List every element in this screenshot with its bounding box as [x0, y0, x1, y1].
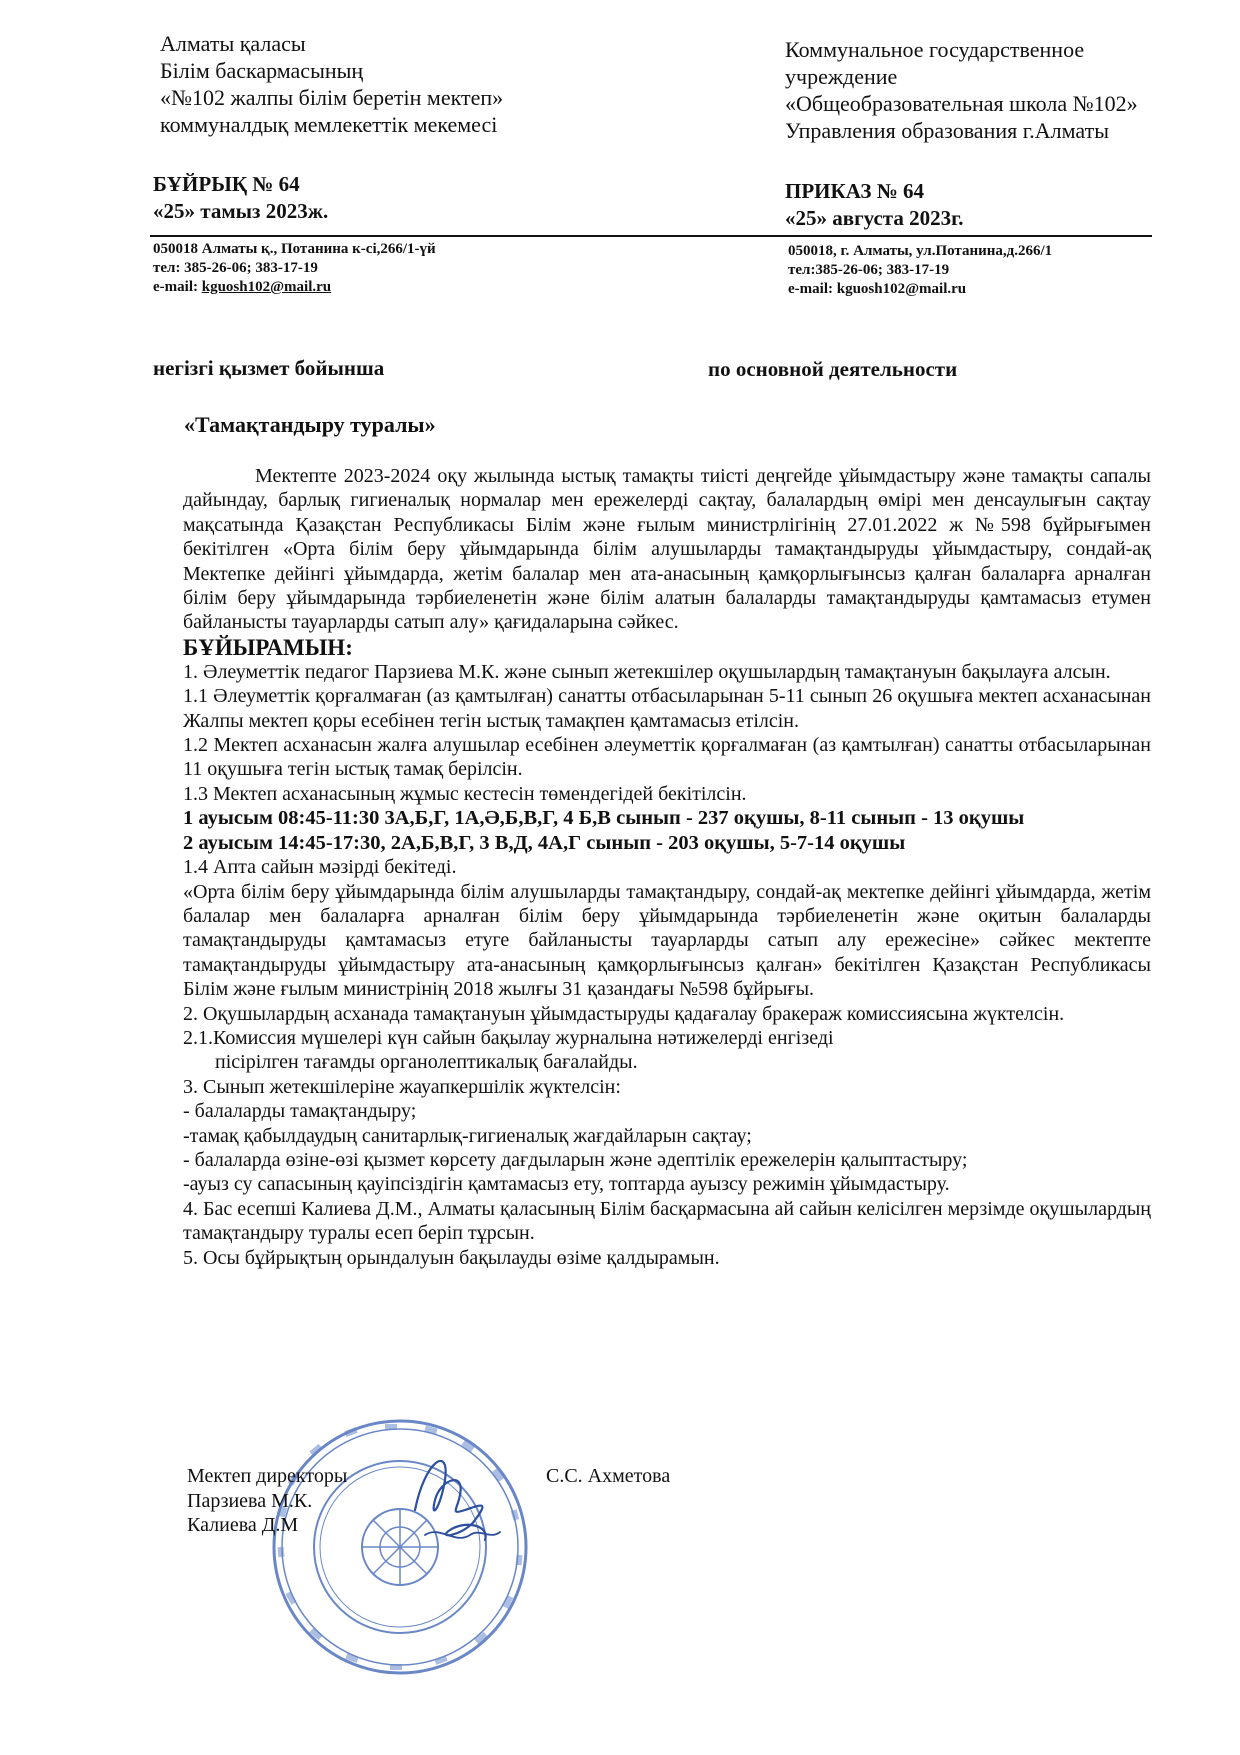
order-date-ru: «25» августа 2023г. [785, 206, 964, 230]
clause-1: 1. Әлеуметтік педагог Парзиева М.К. және сынып жетекшілер оқушылардың тамақтануын бақылауға алсын. [183, 660, 1111, 683]
bullet-2: -тамақ қабылдаудың санитарлық-гигиеналық жағдайларын сақтау; [183, 1124, 752, 1147]
header-divider [150, 235, 1152, 237]
clause-1-1: 1.1 Әлеуметтік қорғалмаған (аз қамтылған) санатты отбасыларынан 5-11 сынып 26 оқушыға мектеп асханасынан Жалпы мектеп қоры есебінен тегін ыстық тамақпен қамтамасыз етілсін. [183, 685, 1151, 732]
bullet-1: - балаларды тамақтандыру; [183, 1100, 417, 1123]
header-right-line: Коммунальное государственное [785, 37, 1085, 62]
director-signature [395, 1440, 515, 1560]
phone-kz: тел: 385-26-06; 383-17-19 [153, 260, 318, 276]
document-body [183, 464, 1151, 1270]
signature-block [187, 1464, 347, 1538]
header-left [160, 30, 503, 138]
email-link-kz[interactable]: kguosh102@mail.ru [201, 279, 332, 295]
header-right-line: Управления образования г.Алматы [785, 118, 1110, 143]
order-title-ru: ПРИКАЗ № 64 [785, 179, 925, 203]
header-right [785, 36, 1138, 144]
order-block-ru [785, 178, 964, 232]
email-label: e-mail: [153, 279, 202, 295]
bullet-3: - балаларда өзіне-өзі қызмет көрсету дағдыларын және әдептілік ережелерін қалыптастыру; [183, 1148, 968, 1171]
subheader-kz: негізгі қызмет бойынша [153, 356, 385, 380]
clause-2: 2. Оқушылардың асханада тамақтануын ұйымдастыруды қадағалау бракераж комиссиясына жүктелсін. [183, 1002, 1065, 1025]
order-block-kz [153, 171, 328, 225]
shift-2-schedule: 2 ауысым 14:45-17:30, 2А,Б,В,Г, 3 В,Д, 4А,Г сынып - 203 оқушы, 5-7-14 оқушы [183, 831, 906, 854]
intro-paragraph: Мектепте 2023-2024 оқу жылында ыстық тамақты тиісті деңгейде ұйымдастыру және тамақты сапалы дайындау, барлық гигиеналық нормалар мен ережелерді сақтау, балалардың өмірі мен денсаулығын сақтау мақсатында Қазақстан Республикасы Білім және ғылым министрлігінің 27.01.2022 ж №598 бұйрығымен бекітілген «Орта білім беру ұйымдарында білім алушыларды тамақтандыруды ұйымдастыру, сондай-ақ Мектепке дейінгі ұйымдарда, жетім балалар мен ата-анасының қамқорлығынсыз қалған балаларға арналған білім беру ұйымдарында тәрбиеленетін және білім алатын балаларды тамақтандыруды қамтамасыз етумен байланысты тауарларды сатып алу» қағидаларына сәйкес. [183, 465, 1151, 634]
contact-block-kz [153, 240, 436, 297]
clause-1-3: 1.3 Мектеп асханасының жұмыс кестесін төмендегідей бекітілсін. [183, 782, 747, 805]
clause-3: 3. Сынып жетекшілеріне жауапкершілік жүктелсін: [183, 1075, 621, 1098]
clause-4: 4. Бас есепші Калиева Д.М., Алматы қаласының Білім басқармасына ай сайын келісілген мерзімде оқушылардың тамақтандыру туралы есеп беріп тұрсын. [183, 1197, 1151, 1245]
order-word: БҰЙЫРАМЫН: [183, 634, 353, 660]
clause-5: 5. Осы бұйрықтың орындалуын бақылауды өзіме қалдырамын. [183, 1246, 720, 1269]
document-title: «Тамақтандыру туралы» [184, 412, 436, 437]
order-date-kz: «25» тамыз 2023ж. [153, 199, 329, 223]
header-left-line: коммуналдық мемлекеттік мекемесі [160, 112, 498, 137]
agreed-name-1: Парзиева М.К. [187, 1489, 313, 1512]
header-left-line: «№102 жалпы білім беретін мектеп» [160, 85, 504, 110]
address-kz: 050018 Алматы қ., Потанина к-сі,266/1-үй [153, 241, 436, 257]
subheader-ru: по основной деятельности [708, 357, 958, 381]
clause-1-4: 1.4 Апта сайын мәзірді бекітеді. [183, 856, 457, 879]
header-right-line: учреждение [785, 64, 898, 89]
phone-ru: тел:385-26-06; 383-17-19 [788, 262, 950, 278]
email-line-kz [153, 278, 436, 297]
header-right-line: «Общеобразовательная школа №102» [785, 91, 1138, 116]
clause-1-2: 1.2 Мектеп асханасын жалға алушылар есебінен әлеуметтік қорғалмаған (аз қамтылған) санатты отбасыларынан 11 оқушыға тегін ыстық тамақ берілсін. [183, 734, 1151, 781]
contact-block-ru [788, 242, 1052, 299]
signature-icon [395, 1440, 515, 1560]
agreed-name-2: Калиева Д.М [187, 1514, 299, 1536]
bullet-4: -ауыз су сапасының қауіпсіздігін қамтамасыз ету, топтарда ауызсу режимін ұйымдастыру. [183, 1173, 950, 1196]
address-ru: 050018, г. Алматы, ул.Потанина,д.266/1 [788, 243, 1053, 259]
clause-2-1-cont: пісірілген тағамды органолептикалық бағалайды. [215, 1051, 638, 1074]
director-label: Мектеп директоры [187, 1465, 348, 1487]
email-link-ru[interactable]: kguosh102@mail.ru [836, 281, 967, 297]
email-label: e-mail: [788, 281, 837, 297]
clause-quote: «Орта білім беру ұйымдарында білім алушыларды тамақтандыру, сондай-ақ мектепке дейінгі ұйымдарда, жетім балалар мен балаларға арналған білім беру ұйымдарында тәрбиеленетін және оқитын балаларды тамақтандыруды қамтамасыз етуге байланысты тауарларды сатып алу ережесіне» сәйкес мектепте тамақтандыруды ұйымдастыру ата-анасының қамқорлығынсыз қалған» бекітілген Қазақстан Республикасы Білім және ғылым министрінің 2018 жылғы 31 қазандағы №598 бұйрығы. [183, 880, 1151, 1001]
header-left-line: Алматы қаласы [160, 31, 306, 56]
email-line-ru [788, 280, 1052, 299]
director-name: С.С. Ахметова [546, 1465, 671, 1487]
clause-2-1: 2.1.Комиссия мүшелері күн сайын бақылау журналына нәтижелерді енгізеді [183, 1026, 834, 1049]
header-left-line: Білім баскармасының [160, 58, 364, 83]
shift-1-schedule: 1 ауысым 08:45-11:30 3А,Б,Г, 1А,Ә,Б,В,Г, 4 Б,В сынып - 237 оқушы, 8-11 сынып - 13 оқушы [183, 807, 1025, 830]
order-title-kz: БҰЙРЫҚ № 64 [153, 172, 300, 196]
